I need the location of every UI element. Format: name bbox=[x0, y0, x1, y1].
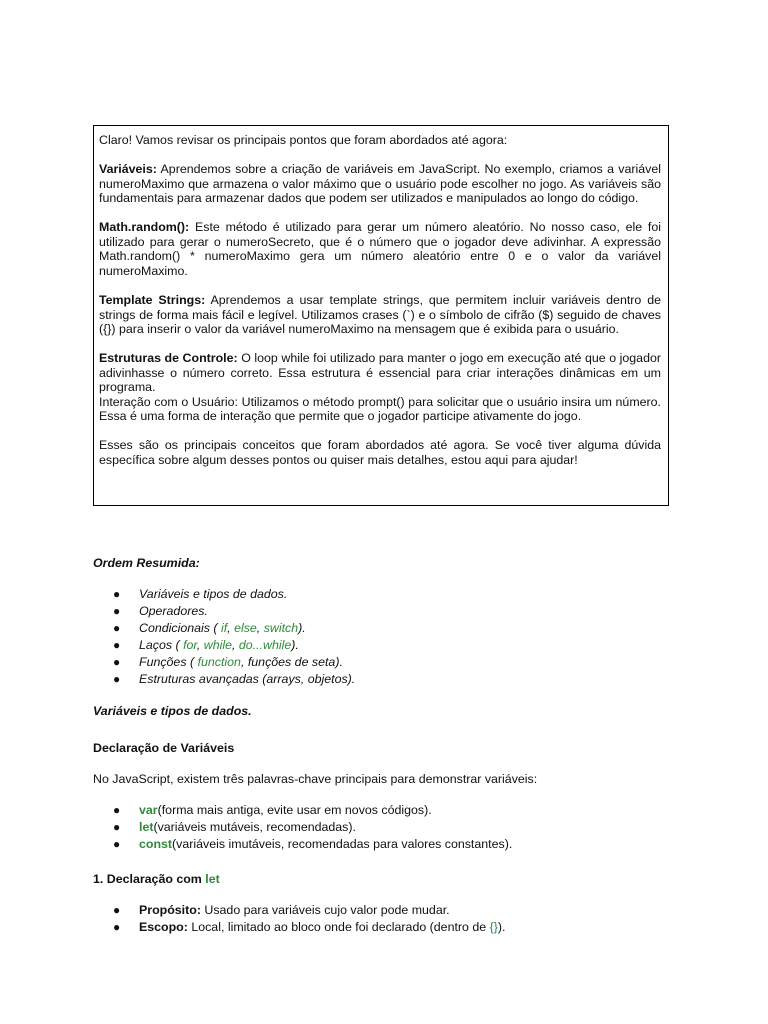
keyword-switch: switch bbox=[263, 621, 299, 635]
summary-interacao bbox=[99, 395, 661, 424]
bullet-icon: ● bbox=[113, 903, 121, 917]
list-item bbox=[93, 586, 693, 603]
item-text: Funções ( bbox=[139, 655, 198, 669]
escopo-post: ). bbox=[497, 920, 506, 934]
item-text: , funções de seta). bbox=[240, 655, 343, 669]
item-text: Condicionais ( bbox=[139, 621, 221, 635]
summary-variaveis bbox=[99, 162, 661, 206]
let-details-list bbox=[93, 902, 693, 936]
bullet-icon: ● bbox=[113, 604, 121, 618]
declaracao-intro-text: No JavaScript, existem três palavras-chave principais para demonstrar variáveis: bbox=[93, 772, 538, 786]
item-text: Laços ( bbox=[139, 638, 184, 652]
list-item bbox=[93, 671, 693, 688]
separator: , bbox=[232, 638, 239, 652]
escopo-label: Escopo: bbox=[139, 920, 188, 934]
summary-box bbox=[93, 125, 669, 506]
summary-intro bbox=[99, 133, 661, 148]
keyword-do-while: do...while bbox=[238, 638, 292, 652]
variaveis-text: Aprendemos sobre a criação de variáveis em JavaScript. No exemplo, criamos a variável numeroMaximo que armazena o valor máximo que o usuário pode escolher no jogo. As variáveis são fundamentais para armazenar dados que podem ser utilizados e manipulados ao longo do código. bbox=[99, 161, 661, 206]
list-item bbox=[93, 902, 693, 919]
keyword-if: if bbox=[220, 621, 228, 635]
bullet-icon: ● bbox=[113, 803, 121, 817]
bullet-icon: ● bbox=[113, 820, 121, 834]
proposito-label: Propósito: bbox=[139, 903, 201, 917]
summary-estruturas bbox=[99, 351, 661, 395]
declaracao-intro bbox=[93, 772, 693, 787]
keyword-for: for bbox=[183, 638, 197, 652]
escopo-text: Local, limitado ao bloco onde foi declarado (dentro de bbox=[187, 920, 490, 934]
list-item bbox=[93, 637, 693, 654]
list-item bbox=[93, 836, 693, 853]
list-item bbox=[93, 819, 693, 836]
list-item bbox=[93, 620, 693, 637]
proposito-text: Usado para variáveis cujo valor pode mudar. bbox=[200, 903, 450, 917]
list-item bbox=[93, 802, 693, 819]
separator: , bbox=[256, 621, 264, 635]
bullet-icon: ● bbox=[113, 638, 121, 652]
math-random-label: Math.random(): bbox=[99, 220, 190, 235]
bullet-icon: ● bbox=[113, 587, 121, 601]
ordem-resumida-title bbox=[93, 556, 693, 571]
bullet-icon: ● bbox=[113, 655, 121, 669]
template-strings-text: Aprendemos a usar template strings, que permitem incluir variáveis dentro de strings de forma mais fácil e legível. Utilizamos crases (`) e o símbolo de cifrão ($) seguido de chaves ({}) para inserir o valor da variável numeroMaximo na mensagem que é exibida para o usuário. bbox=[99, 292, 662, 337]
bullet-icon: ● bbox=[113, 621, 121, 635]
summary-closing bbox=[99, 438, 661, 467]
keyword-braces: {} bbox=[489, 920, 498, 934]
item-text: (forma mais antiga, evite usar em novos códigos). bbox=[157, 803, 432, 817]
separator: , bbox=[227, 621, 235, 635]
bullet-icon: ● bbox=[113, 837, 121, 851]
closing-text: Esses são os principais conceitos que foram abordados até agora. Se você tiver alguma dúvida específica sobre algum desses pontos ou quiser mais detalhes, estou aqui para ajudar! bbox=[99, 438, 661, 468]
keyword-while: while bbox=[203, 638, 232, 652]
declaracao-title bbox=[93, 741, 693, 756]
template-strings-label: Template Strings: bbox=[99, 292, 206, 307]
ordem-title-text: Ordem Resumida: bbox=[93, 556, 200, 570]
bullet-icon: ● bbox=[113, 672, 121, 686]
summary-math-random bbox=[99, 220, 661, 278]
interacao-text: Interação com o Usuário: Utilizamos o método prompt() para solicitar que o usuário insira um número. Essa é uma forma de interação que permite que o jogador participe ativamente do jogo. bbox=[99, 394, 661, 424]
list-item bbox=[93, 603, 693, 620]
keyword-var: var bbox=[139, 803, 158, 817]
item-text: (variáveis imutáveis, recomendadas para valores constantes). bbox=[172, 837, 513, 851]
bullet-icon: ● bbox=[113, 920, 121, 934]
item-text: Variáveis e tipos de dados. bbox=[139, 587, 288, 601]
list-item bbox=[93, 654, 693, 671]
variaveis-label: Variáveis: bbox=[99, 161, 157, 176]
item-text: ). bbox=[298, 621, 306, 635]
item-text: ). bbox=[291, 638, 299, 652]
item-text: (variáveis mutáveis, recomendadas). bbox=[153, 820, 356, 834]
keyword-else: else bbox=[234, 621, 257, 635]
declaracao-title-text: Declaração de Variáveis bbox=[93, 741, 235, 755]
item-text: Estruturas avançadas (arrays, objetos). bbox=[139, 672, 356, 686]
keyword-function: function bbox=[197, 655, 241, 669]
keyword-let: let bbox=[139, 820, 154, 834]
keywords-list bbox=[93, 802, 693, 853]
let-title-text: 1. Declaração com bbox=[93, 872, 206, 886]
let-section-title bbox=[93, 872, 693, 887]
intro-text: Claro! Vamos revisar os principais pontos que foram abordados até agora: bbox=[99, 133, 508, 147]
summary-template-strings bbox=[99, 293, 661, 337]
item-text: Operadores. bbox=[139, 604, 208, 618]
variaveis-tipos-title bbox=[93, 704, 693, 719]
keyword-let-title: let bbox=[205, 872, 220, 886]
estruturas-text: O loop while foi utilizado para manter o jogo em execução até que o jogador adivinhasse o número correto. Essa estrutura é essencial para criar interações dinâmicas em um programa. bbox=[99, 351, 661, 395]
variaveis-title-text: Variáveis e tipos de dados. bbox=[93, 704, 252, 718]
estruturas-label: Estruturas de Controle: bbox=[99, 351, 238, 366]
ordem-list bbox=[93, 586, 693, 688]
list-item bbox=[93, 919, 693, 936]
math-random-text: Este método é utilizado para gerar um número aleatório. No nosso caso, ele foi utilizado para gerar o numeroSecreto, que é o número que o jogador deve adivinhar. A expressão Math.random() * numeroMaximo gera um número aleatório entre 0 e o valor da variável numeroMaximo. bbox=[99, 220, 661, 278]
keyword-const: const bbox=[139, 837, 173, 851]
separator: , bbox=[196, 638, 204, 652]
